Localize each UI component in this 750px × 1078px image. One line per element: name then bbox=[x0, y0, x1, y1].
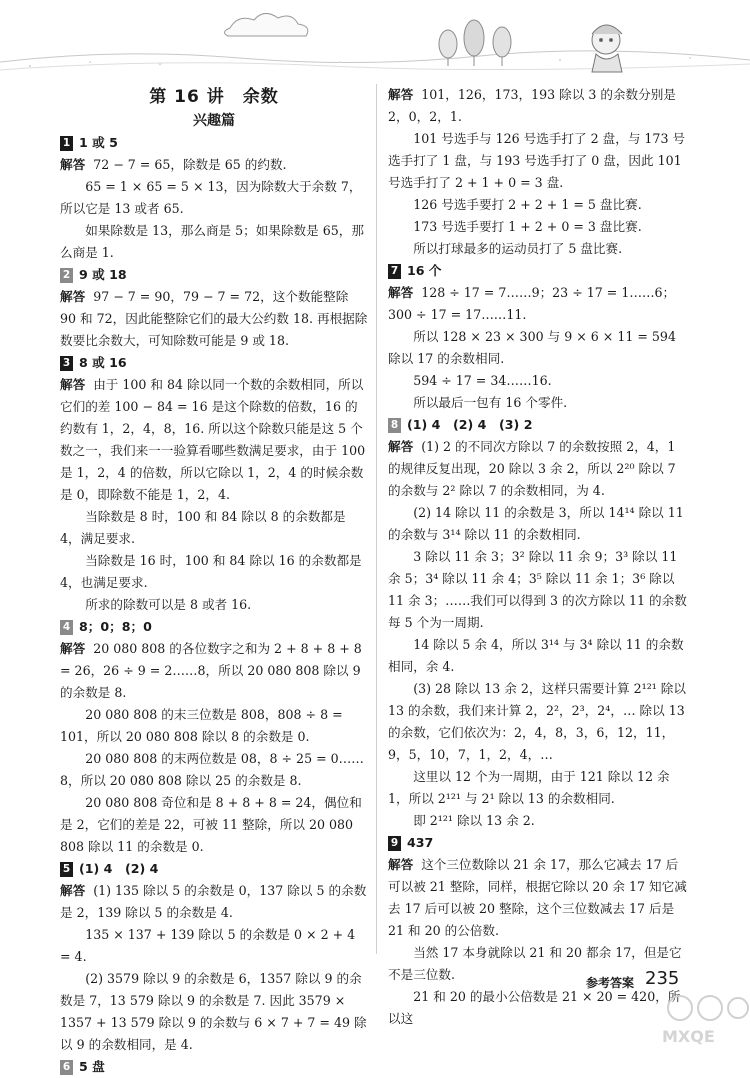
question-4-header bbox=[60, 616, 368, 638]
question-3-header bbox=[60, 352, 368, 374]
solution-paragraph: 解答 97 − 7 = 90，79 − 7 = 72，这个数能整除 90 和 72，因此能整除它们的最大公约数 18. 再根据除数要比余数大，可知除数可能是 9 或 18. bbox=[60, 289, 368, 348]
answer-label: 解答 bbox=[60, 641, 86, 656]
header-illustration bbox=[0, 0, 750, 85]
solution-paragraph: 20 080 808 的末两位数是 08，8 ÷ 25 = 0……8，所以 20 080 808 除以 25 的余数是 8. bbox=[60, 751, 364, 788]
section-title: 兴趣篇 bbox=[193, 113, 235, 129]
solution-paragraph: (3) 28 除以 13 余 2，这样只需要计算 2¹²¹ 除以 13 的余数，我们来计算 2，2²，2³，2⁴，… 除以 13 的余数，它们依次为：2，4，8，3，6，12，11，9，5，10，7，1，2，4，… bbox=[388, 681, 686, 762]
question-number: 4 bbox=[60, 620, 73, 635]
svg-text:MXQE: MXQE bbox=[662, 1027, 715, 1046]
solution-paragraph: 当除数是 16 时，100 和 84 除以 16 的余数都是 4，也满足要求. bbox=[60, 553, 362, 590]
solution-paragraph: 即 2¹²¹ 除以 13 余 2. bbox=[413, 813, 535, 828]
solution-paragraph: 3 除以 11 余 3；3² 除以 11 余 9；3³ 除以 11 余 5；3⁴ 除以 11 余 4；3⁵ 除以 11 余 1；3⁶ 除以 11 余 3；……我们可以得到 3 的次方除以 11 的余数每 5 个为一周期. bbox=[388, 549, 687, 630]
answer-label: 解答 bbox=[388, 439, 414, 454]
solution-paragraph: 当然 17 本身就除以 21 和 20 都余 17，但是它不是三位数. bbox=[388, 945, 682, 982]
solution-paragraph: 解答 由于 100 和 84 除以同一个数的余数相同，所以它们的差 100 − 84 = 16 是这个除数的倍数，16 的约数有 1，2，4，8，16. 所以这个除数只能是这 5 个数之一，我们来一一验算看哪些数满足要求，由于 100 是 1，2，4 的倍数，所以它除以 1，2，4 的时候余数是 0，即除数不能是 1，2，4. bbox=[60, 377, 366, 502]
question-8-header bbox=[388, 414, 690, 436]
question-9-header bbox=[388, 832, 690, 854]
solution-paragraph: 解答 128 ÷ 17 = 7……9；23 ÷ 17 = 1……6；300 ÷ 17 = 17……11. bbox=[388, 285, 676, 322]
question-answer: 437 bbox=[407, 835, 434, 850]
solution-paragraph: 这里以 12 个为一周期，由于 121 除以 12 余 1，所以 2¹²¹ 与 2¹ 除以 13 的余数相同. bbox=[388, 769, 670, 806]
watermark-logo bbox=[660, 990, 750, 1049]
question-answer: 16 个 bbox=[407, 263, 442, 278]
solution-paragraph: 135 × 137 + 139 除以 5 的余数是 0 × 2 + 4 = 4. bbox=[60, 927, 356, 964]
question-6-header bbox=[60, 1056, 368, 1078]
right-column bbox=[388, 84, 690, 1030]
solution-paragraph: 解答 (1) 135 除以 5 的余数是 0，137 除以 5 的余数是 2，139 除以 5 的余数是 4. bbox=[60, 883, 367, 920]
solution-paragraph: (2) 3579 除以 9 的余数是 6，1357 除以 9 的余数是 7，13 579 除以 9 的余数是 7. 因此 3579 × 1357 + 13 579 除以 9 的余数与 6 × 7 + 7 = 49 除以 9 的余数相同，是 4. bbox=[60, 971, 367, 1052]
answer-label: 解答 bbox=[60, 883, 86, 898]
solution-paragraph: 101 号选手与 126 号选手打了 2 盘，与 173 号选手打了 1 盘，与 193 号选手打了 0 盘，因此 101 号选手打了 2 + 1 + 0 = 3 盘. bbox=[388, 131, 686, 190]
question-number: 7 bbox=[388, 264, 401, 279]
solution-paragraph: 当除数是 8 时，100 和 84 除以 8 的余数都是 4，满足要求. bbox=[60, 509, 346, 546]
answer-label: 解答 bbox=[60, 157, 86, 172]
solution-paragraph: 所以打球最多的运动员打了 5 盘比赛. bbox=[413, 241, 623, 256]
solution-paragraph: 20 080 808 的末三位数是 808，808 ÷ 8 = 101，所以 20 080 808 除以 8 的余数是 0. bbox=[60, 707, 343, 744]
answer-label: 解答 bbox=[388, 87, 414, 102]
child-character-icon bbox=[592, 25, 622, 72]
page-number: 235 bbox=[645, 968, 680, 989]
question-number: 9 bbox=[388, 836, 401, 851]
question-1-header bbox=[60, 132, 368, 154]
solution-paragraph: (2) 14 除以 11 的余数是 3，所以 14¹⁴ 除以 11 的余数与 3¹⁴ 除以 11 的余数相同. bbox=[388, 505, 684, 542]
solution-paragraph: 173 号选手要打 1 + 2 + 0 = 3 盘比赛. bbox=[413, 219, 642, 234]
answer-label: 解答 bbox=[388, 285, 414, 300]
question-answer: (1) 4 (2) 4 bbox=[79, 861, 159, 876]
question-2-header bbox=[60, 264, 368, 286]
question-answer: (1) 4 (2) 4 (3) 2 bbox=[407, 417, 533, 432]
solution-paragraph: 解答 72 − 7 = 65，除数是 65 的约数. bbox=[60, 157, 287, 172]
answer-label: 解答 bbox=[60, 289, 86, 304]
question-5-header bbox=[60, 858, 368, 880]
solution-paragraph: 65 = 1 × 65 = 5 × 13，因为除数大于余数 7，所以它是 13 或者 65. bbox=[60, 179, 362, 216]
left-column bbox=[60, 84, 368, 1078]
question-number: 8 bbox=[388, 418, 401, 433]
solution-paragraph: 解答 101，126，173，193 除以 3 的余数分别是 2，0，2，1. bbox=[388, 87, 676, 124]
solution-paragraph: 126 号选手要打 2 + 2 + 1 = 5 盘比赛. bbox=[413, 197, 642, 212]
solution-paragraph: 所求的除数可以是 8 或者 16. bbox=[85, 597, 252, 612]
footer-label: 参考答案 bbox=[586, 976, 635, 990]
question-answer: 5 盘 bbox=[79, 1059, 105, 1074]
question-number: 6 bbox=[60, 1060, 73, 1075]
question-number: 5 bbox=[60, 862, 73, 877]
question-answer: 8；0；8；0 bbox=[79, 619, 152, 634]
answer-label: 解答 bbox=[388, 857, 414, 872]
solution-paragraph: 594 ÷ 17 = 34……16. bbox=[413, 373, 552, 388]
solution-paragraph: 如果除数是 13，那么商是 5；如果除数是 65，那么商是 1. bbox=[60, 223, 364, 260]
solution-paragraph: 解答 (1) 2 的不同次方除以 7 的余数按照 2，4，1 的规律反复出现，20 除以 3 余 2，所以 2²⁰ 除以 7 的余数与 2² 除以 7 的余数相同，为 4. bbox=[388, 439, 676, 498]
question-number: 1 bbox=[60, 136, 73, 151]
question-answer: 1 或 5 bbox=[79, 135, 118, 150]
solution-paragraph: 20 080 808 奇位和是 8 + 8 + 8 = 24，偶位和是 2，它们的差是 22，可被 11 整除，所以 20 080 808 除以 11 的余数是 0. bbox=[60, 795, 362, 854]
column-divider bbox=[376, 84, 377, 954]
solution-paragraph: 所以 128 × 23 × 300 与 9 × 6 × 11 = 594 除以 17 的余数相同. bbox=[388, 329, 676, 366]
question-number: 2 bbox=[60, 268, 73, 283]
cloud-icon bbox=[224, 13, 307, 36]
question-answer: 9 或 18 bbox=[79, 267, 127, 282]
question-7-header bbox=[388, 260, 690, 282]
question-answer: 8 或 16 bbox=[79, 355, 127, 370]
question-number: 3 bbox=[60, 356, 73, 371]
solution-paragraph: 14 除以 5 余 4，所以 3¹⁴ 与 3⁴ 除以 11 的余数相同，余 4. bbox=[388, 637, 684, 674]
lesson-title: 第 16 讲 余数 bbox=[149, 87, 279, 107]
ground-line bbox=[0, 51, 750, 63]
solution-paragraph: 21 和 20 的最小公倍数是 21 × 20 = 420，所以这 bbox=[388, 989, 681, 1026]
answer-label: 解答 bbox=[60, 377, 86, 392]
solution-paragraph: 解答 这个三位数除以 21 余 17，那么它减去 17 后可以被 21 整除，同样，根据它除以 20 余 17 知它减去 17 后可以被 20 整除，这个三位数减去 17 后是 21 和 20 的公倍数. bbox=[388, 857, 687, 938]
solution-paragraph: 解答 20 080 808 的各位数字之和为 2 + 8 + 8 + 8 = 26，26 ÷ 9 = 2……8，所以 20 080 808 除以 9 的余数是 8. bbox=[60, 641, 362, 700]
solution-paragraph: 所以最后一包有 16 个零件. bbox=[413, 395, 568, 410]
